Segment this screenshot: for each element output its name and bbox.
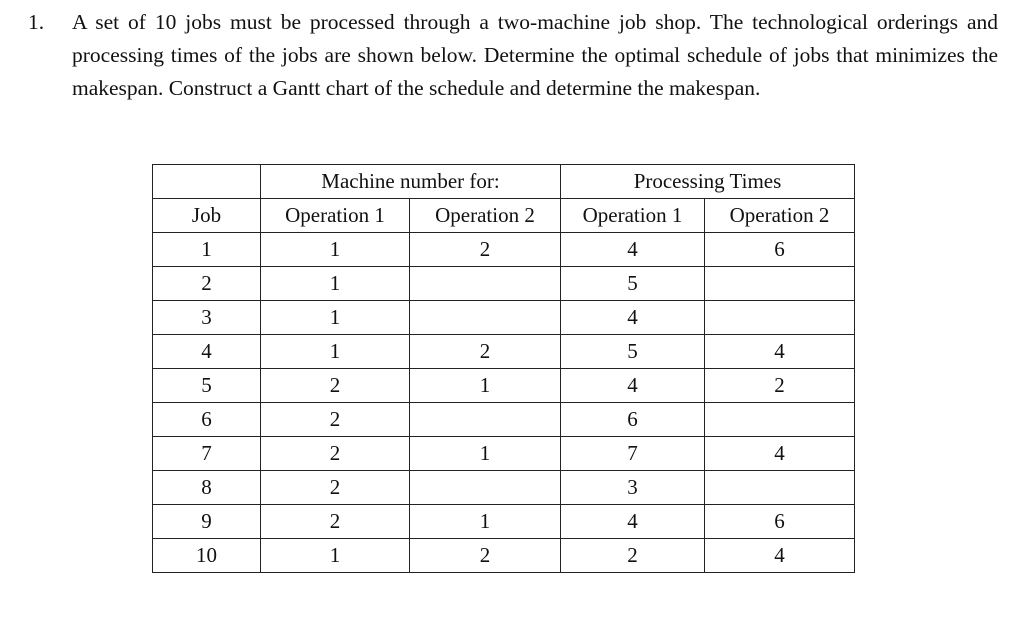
processing-times-header: Processing Times — [561, 165, 855, 199]
job-cell: 5 — [153, 369, 261, 403]
table-row — [153, 301, 855, 335]
job-cell: 3 — [153, 301, 261, 335]
table-row — [153, 233, 855, 267]
time-op2-cell — [705, 403, 855, 437]
machine-op2-cell — [410, 403, 561, 437]
time-op1-cell: 6 — [561, 403, 705, 437]
machine-op1-cell: 1 — [261, 539, 410, 573]
table-row — [153, 505, 855, 539]
machine-op2-cell: 2 — [410, 539, 561, 573]
job-column-header: Job — [153, 199, 261, 233]
table-row — [153, 369, 855, 403]
time-op1-cell: 4 — [561, 301, 705, 335]
time-op1-cell: 7 — [561, 437, 705, 471]
machine-op1-cell: 2 — [261, 505, 410, 539]
time-op1-column-header: Operation 1 — [561, 199, 705, 233]
table-row — [153, 539, 855, 573]
time-op2-cell: 2 — [705, 369, 855, 403]
table-row — [153, 403, 855, 437]
machine-op1-cell: 2 — [261, 471, 410, 505]
time-op2-cell — [705, 301, 855, 335]
machine-op2-cell: 2 — [410, 233, 561, 267]
machine-op1-cell: 1 — [261, 233, 410, 267]
machine-op2-cell: 2 — [410, 335, 561, 369]
machine-op1-cell: 1 — [261, 267, 410, 301]
job-cell: 7 — [153, 437, 261, 471]
time-op1-cell: 4 — [561, 233, 705, 267]
machine-op1-cell: 2 — [261, 437, 410, 471]
table-row — [153, 335, 855, 369]
problem-number: 1. — [28, 10, 45, 34]
machine-op1-cell: 1 — [261, 335, 410, 369]
table-row — [153, 471, 855, 505]
job-cell: 4 — [153, 335, 261, 369]
time-op2-cell: 4 — [705, 539, 855, 573]
job-cell: 2 — [153, 267, 261, 301]
machine-op2-cell: 1 — [410, 369, 561, 403]
time-op1-cell: 2 — [561, 539, 705, 573]
time-op1-cell: 5 — [561, 267, 705, 301]
group-header-row — [153, 165, 855, 199]
machine-op2-cell — [410, 471, 561, 505]
time-op2-cell — [705, 471, 855, 505]
machine-op2-cell — [410, 301, 561, 335]
machine-op1-cell: 2 — [261, 369, 410, 403]
problem-statement — [28, 6, 998, 105]
job-cell: 1 — [153, 233, 261, 267]
time-op2-cell — [705, 267, 855, 301]
time-op2-column-header: Operation 2 — [705, 199, 855, 233]
job-cell: 10 — [153, 539, 261, 573]
machine-op1-cell: 2 — [261, 403, 410, 437]
time-op1-cell: 4 — [561, 369, 705, 403]
time-op2-cell: 4 — [705, 437, 855, 471]
machine-op2-cell: 1 — [410, 437, 561, 471]
time-op2-cell: 6 — [705, 233, 855, 267]
time-op1-cell: 4 — [561, 505, 705, 539]
job-cell: 6 — [153, 403, 261, 437]
time-op1-cell: 3 — [561, 471, 705, 505]
jobs-table — [152, 164, 855, 573]
machine-op2-column-header: Operation 2 — [410, 199, 561, 233]
machine-op1-column-header: Operation 1 — [261, 199, 410, 233]
machine-number-header: Machine number for: — [261, 165, 561, 199]
problem-text: A set of 10 jobs must be processed through a two-machine job shop. The technological orderings and processing times of the jobs are shown below. Determine the optimal schedule of jobs that minimizes the makespan. Construct a Gantt chart of the schedule and determine the makespan. — [72, 10, 998, 100]
machine-op1-cell: 1 — [261, 301, 410, 335]
empty-header-cell — [153, 165, 261, 199]
table-row — [153, 437, 855, 471]
time-op2-cell: 4 — [705, 335, 855, 369]
machine-op2-cell — [410, 267, 561, 301]
machine-op2-cell: 1 — [410, 505, 561, 539]
job-cell: 9 — [153, 505, 261, 539]
column-header-row — [153, 199, 855, 233]
time-op1-cell: 5 — [561, 335, 705, 369]
time-op2-cell: 6 — [705, 505, 855, 539]
table-row — [153, 267, 855, 301]
job-cell: 8 — [153, 471, 261, 505]
